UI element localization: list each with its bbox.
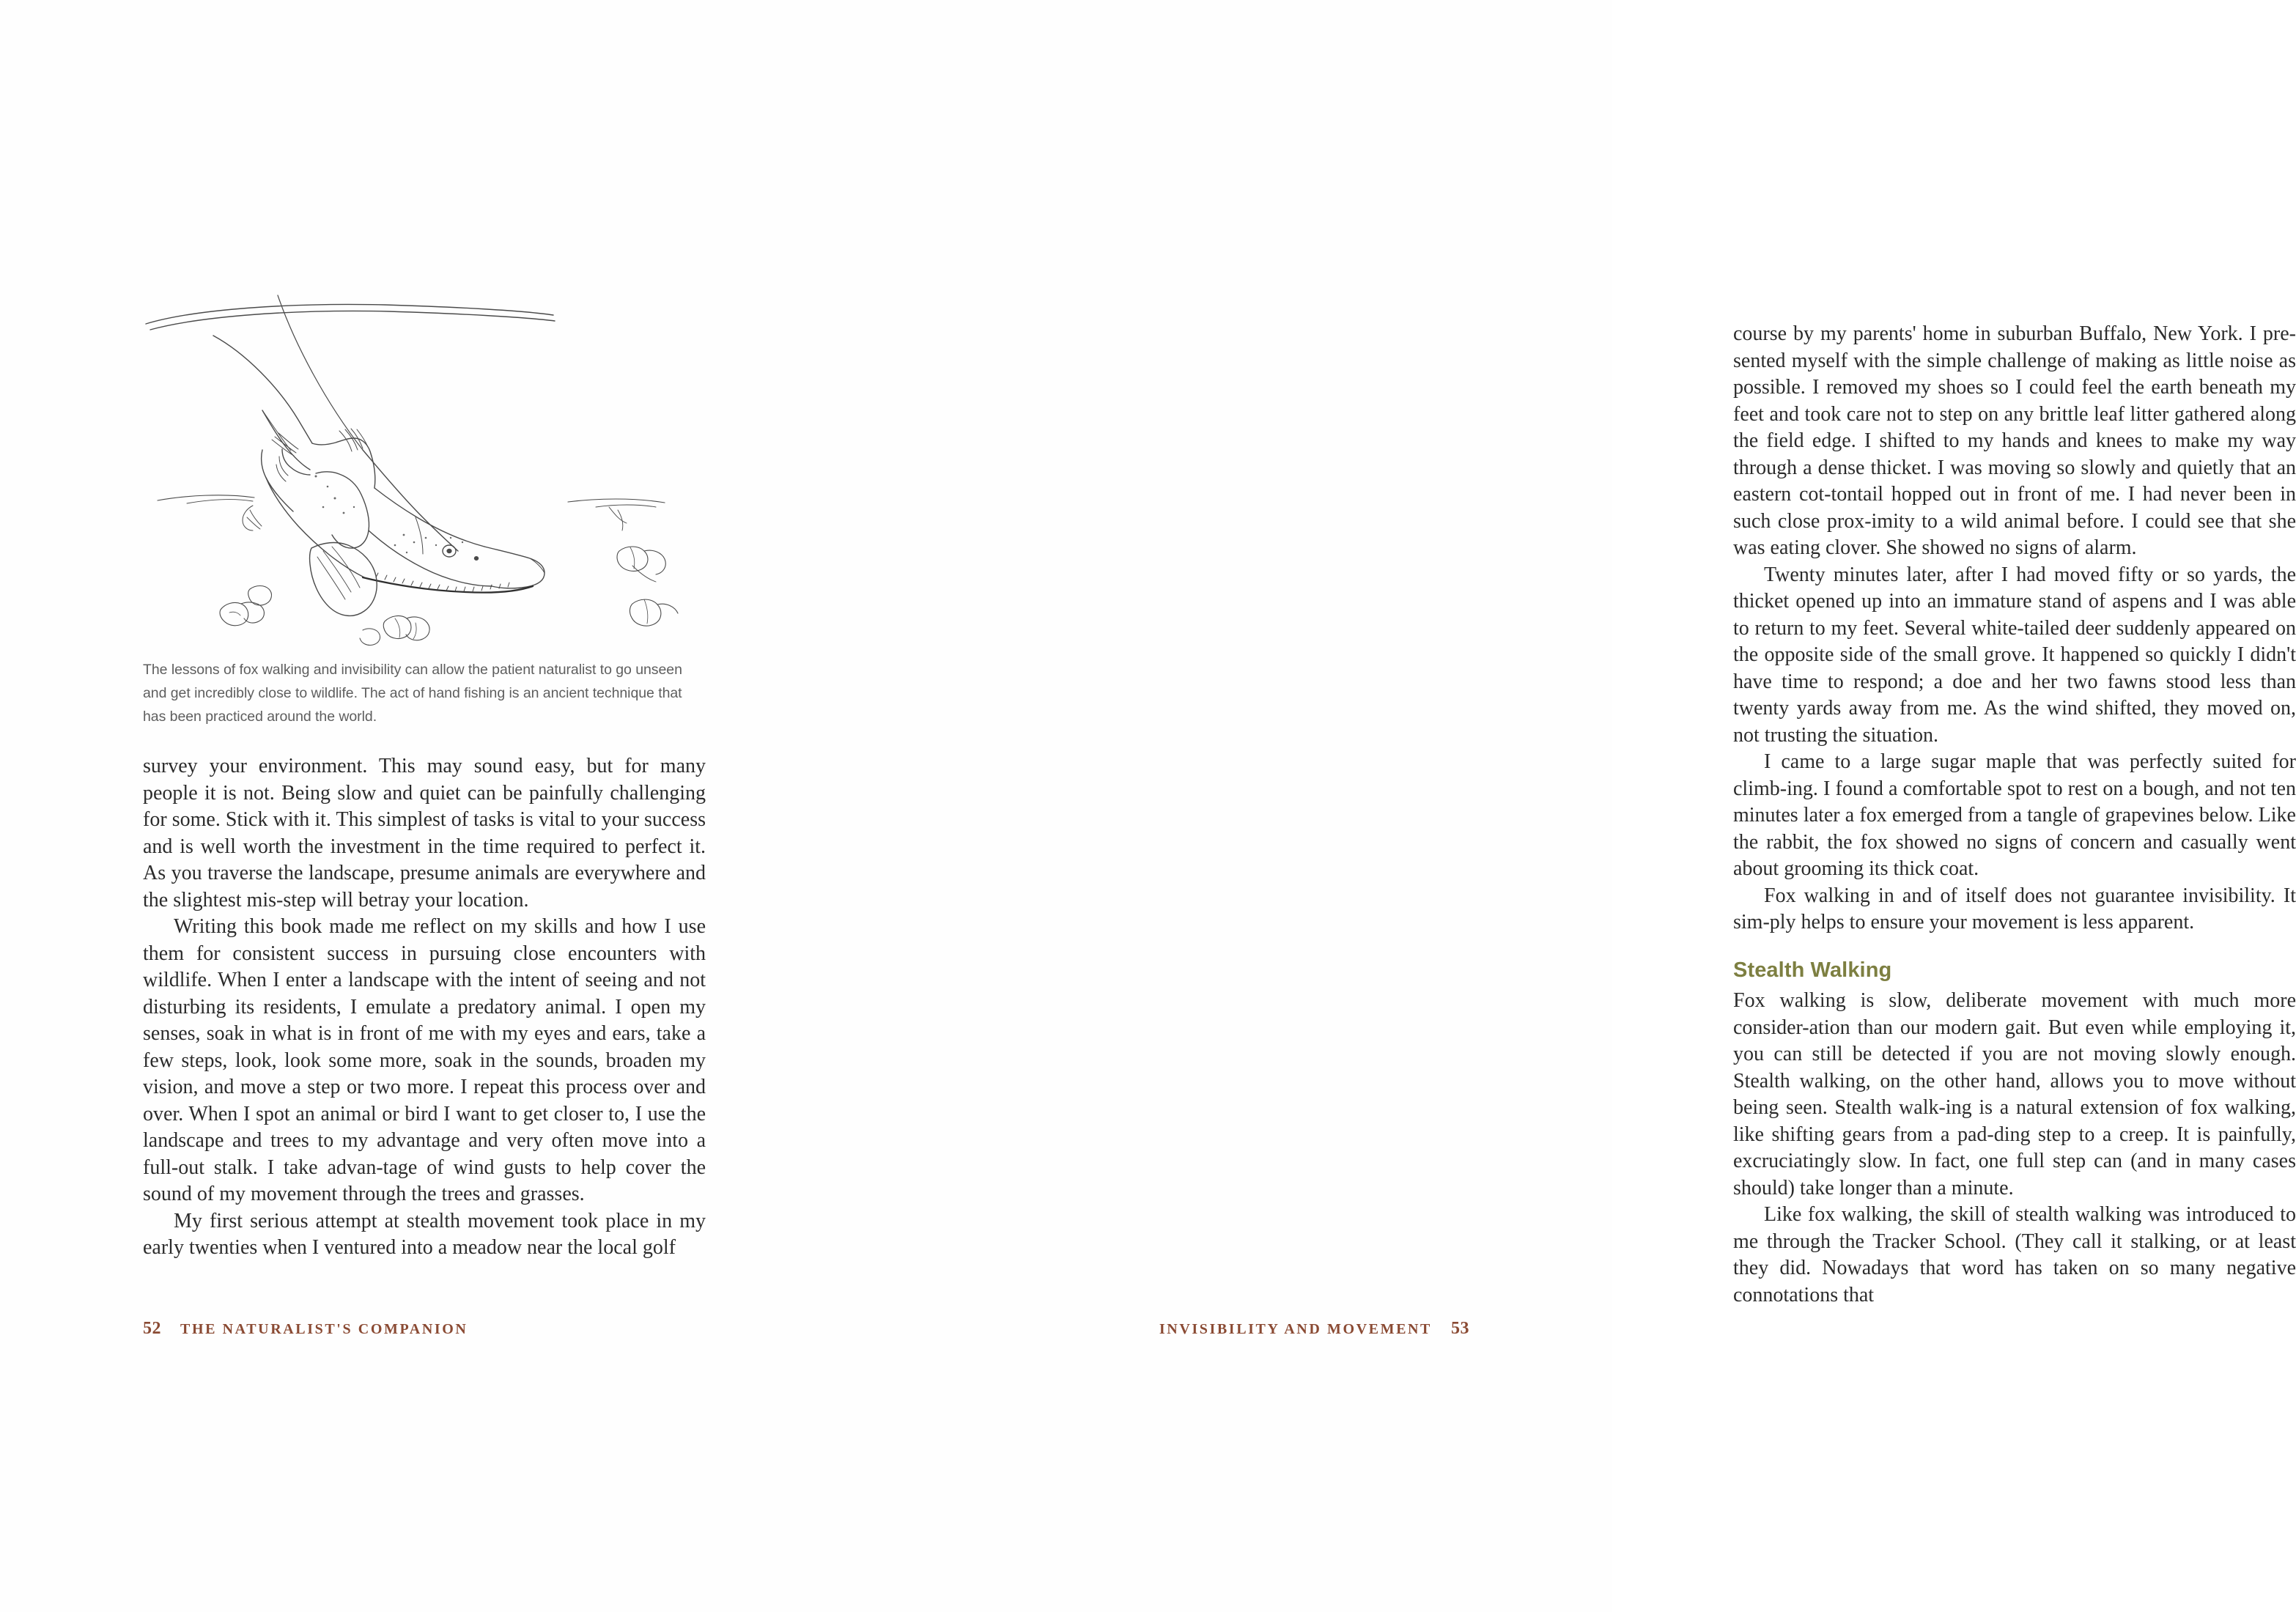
page-number: 52	[143, 1319, 161, 1338]
paragraph: survey your environment. This may sound easy, but for many people it is not. Being slow and quiet can be painfully challenging for some. Stick with it. This simplest of tasks is vital to your success and is well worth the investment in the time required to perfect it. As you traverse the landscape, presume animals are everywhere and the slightest mis-step will betray your location.	[143, 755, 706, 912]
running-head: INVISIBILITY AND MOVEMENT	[1159, 1321, 1432, 1337]
running-head: THE NATURALIST'S COMPANION	[180, 1321, 468, 1337]
left-column-body	[143, 753, 706, 1262]
paragraph: Fox walking is slow, deliberate movement with much more consider-ation than our modern gait. But even while employing it, you can still be detected if you are not moving slowly enough. Stealth walking, on the other hand, allows you to move without being seen. Stealth walk-ing is a natural extension of fox walking, like shifting gears from a pad-ding step to a creep. It is painfully, excruciatingly slow. In fact, one full step can (and in many cases should) take longer than a minute.	[1733, 989, 2296, 1199]
left-page-footer	[143, 1319, 468, 1339]
paragraph: Fox walking in and of itself does not guarantee invisibility. It sim-ply helps to ensure your movement is less apparent.	[1733, 884, 2296, 933]
right-page	[806, 0, 2296, 1612]
paragraph: Writing this book made me reflect on my skills and how I use them for consistent success in pursuing close encounters with wildlife. When I enter a landscape with the intent of seeing and not disturbing its residents, I emulate a predatory animal. I open my senses, soak in what is in front of me with my eyes and ears, take a few steps, look, look some more, soak in the sounds, broaden my vision, and move a step or two more. I repeat this process over and over. When I spot an animal or bird I want to get closer to, I use the landscape and trees to my advantage and very often move into a full-out stalk. I take advan-tage of wind gusts to help cover the sound of my movement through the trees and grasses.	[143, 915, 706, 1205]
figure-caption: The lessons of fox walking and invisibility can allow the patient naturalist to go unseen and get incredibly close to wildlife. The act of hand fishing is an ancient technique that has been practiced around the world.	[143, 662, 682, 725]
paragraph: course by my parents' home in suburban Buffalo, New York. I pre-sented myself with the simple challenge of making as little noise as possible. I removed my shoes so I could feel the earth beneath my feet and took care not to step on any brittle leaf litter gathered along the field edge. I shifted to my hands and knees to make my way through a dense thicket. I was moving so slowly and quietly that an eastern cot-tontail hopped out in front of me. I had never been in such close prox-imity to a wild animal before. I could see that she was eating clover. She showed no signs of alarm.	[1733, 322, 2296, 559]
paragraph: My first serious attempt at stealth movement took place in my early twenties when I ventured into a meadow near the local golf	[143, 1209, 706, 1259]
paragraph: Like fox walking, the skill of stealth walking was introduced to me through the Tracker School. (They call it stalking, or at least they did. Nowadays that word has taken on so many negative connotations that	[1733, 1203, 2296, 1306]
paragraph: I came to a large sugar maple that was perfectly suited for climb-ing. I found a comfortable spot to rest on a bough, and not ten minutes later a fox emerged from a tangle of grapevines below. Like the rabbit, the fox showed no signs of concern and casually went about grooming its thick coat.	[1733, 750, 2296, 880]
section-heading-stealth-walking: Stealth Walking	[1733, 958, 1892, 982]
page-number: 53	[1451, 1319, 1469, 1338]
right-page-footer	[1159, 1319, 1469, 1339]
hand-fishing-illustration	[143, 293, 707, 652]
paragraph: Twenty minutes later, after I had moved fifty or so yards, the thicket opened up into an immature stand of aspens and I was able to return to my feet. Several white-tailed deer suddenly appeared on the opposite side of the small grove. It happened so quickly I didn't have time to respond; a doe and her two fawns stood less than twenty yards away from me. As the wind shifted, they moved on, not trusting the situation.	[1733, 563, 2296, 747]
right-column-body	[1733, 321, 2296, 1309]
left-page	[0, 0, 806, 1612]
